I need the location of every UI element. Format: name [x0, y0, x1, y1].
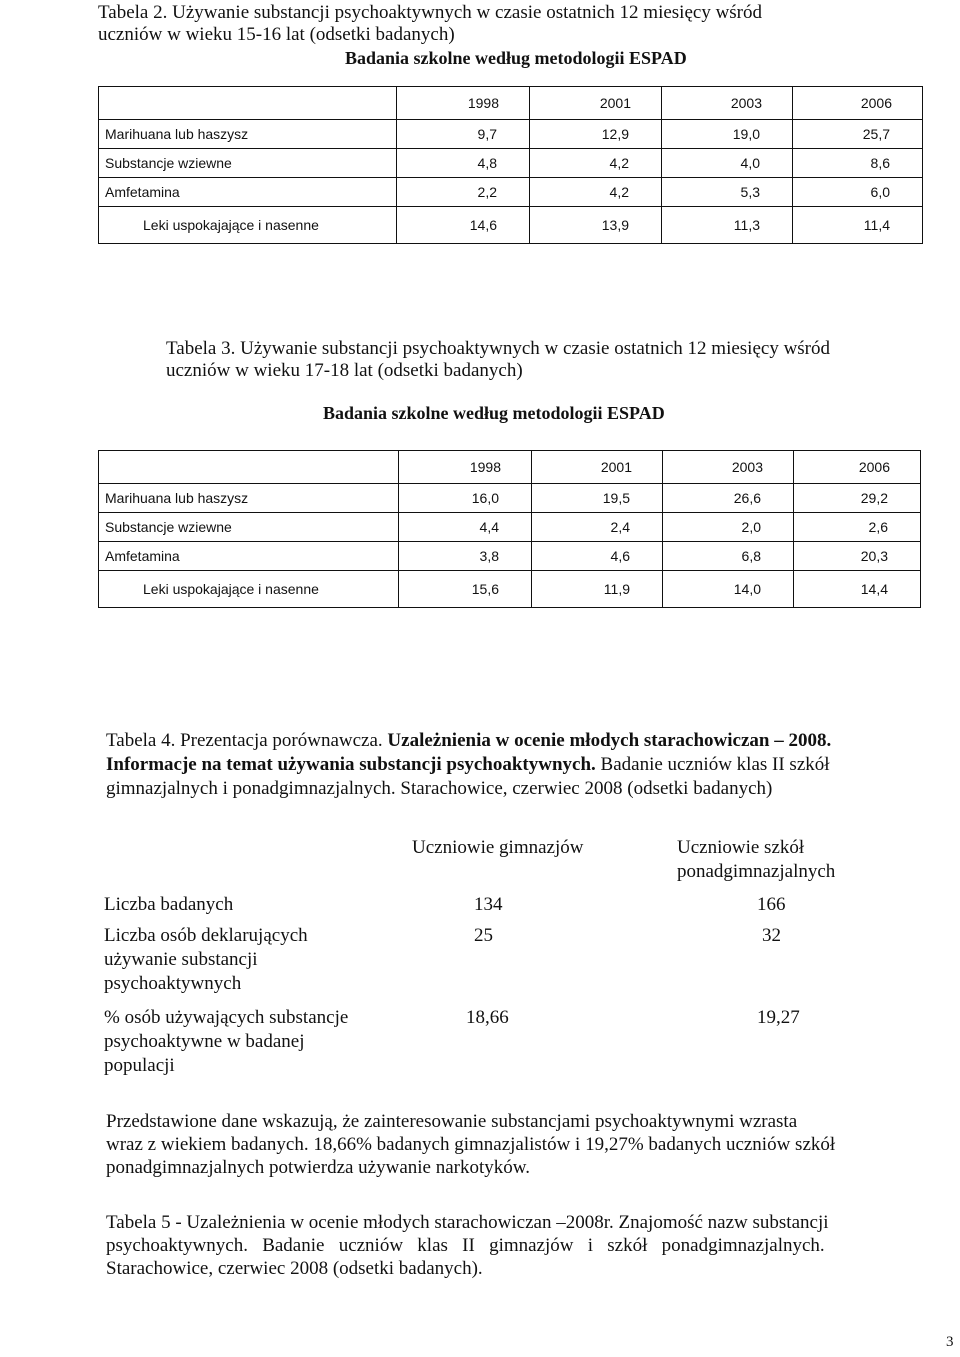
row-label: Marihuana lub haszysz	[99, 120, 397, 149]
table-cell: 26,6	[663, 484, 794, 513]
tabela5-caption-line: Starachowice, czerwiec 2008 (odsetki badanych).	[106, 1258, 483, 1279]
tabela5-caption-line: psychoaktywnych. Badanie uczniów klas II gimnazjów i szkół ponadgimnazjalnych.	[106, 1235, 825, 1256]
tabela4-row-label	[104, 1006, 348, 1078]
table-row	[99, 513, 921, 542]
table-cell: 4,2	[530, 178, 662, 207]
table-cell: 2,2	[397, 178, 530, 207]
year-header: 2006	[794, 451, 921, 484]
row-label: Substancje wziewne	[99, 513, 399, 542]
year-header: 2003	[663, 451, 794, 484]
tabela2-table	[98, 86, 923, 244]
table-cell: 9,7	[397, 120, 530, 149]
tabela3-caption-line1: Tabela 3. Używanie substancji psychoaktywnych w czasie ostatnich 12 miesięcy wśród	[166, 338, 831, 359]
tabela4-caption-normal: Tabela 4. Prezentacja porównawcza.	[106, 730, 388, 751]
tabela4-caption	[106, 729, 956, 801]
table-cell: 5,3	[662, 178, 793, 207]
row-label: Substancje wziewne	[99, 149, 397, 178]
tabela4-row-label	[104, 924, 308, 996]
page-number: 3	[946, 1334, 954, 1350]
table-cell: 19,0	[662, 120, 793, 149]
tabela4-row-label-line: psychoaktywnych	[104, 973, 242, 994]
row-label: Amfetamina	[99, 178, 397, 207]
table-row	[99, 571, 921, 608]
table-header-row	[99, 87, 923, 120]
table-cell: 6,8	[663, 542, 794, 571]
paragraph-line: Przedstawione dane wskazują, że zainteresowanie substancjami psychoaktywnymi wzrasta	[106, 1111, 798, 1132]
table-cell: 14,6	[397, 207, 530, 244]
header-empty-cell	[99, 87, 397, 120]
table-row	[99, 207, 923, 244]
table-cell: 12,9	[530, 120, 662, 149]
tabela4-col1-header: Uczniowie gimnazjów	[412, 837, 584, 858]
table-cell: 25,7	[793, 120, 923, 149]
row-label: Marihuana lub haszysz	[99, 484, 399, 513]
tabela4-caption-bold: Informacje na temat używania substancji psychoaktywnych.	[106, 754, 596, 775]
table-cell: 4,0	[662, 149, 793, 178]
tabela4-col2-header-line2: ponadgimnazjalnych	[677, 861, 836, 882]
row-label: Amfetamina	[99, 542, 399, 571]
tabela2-caption-line2: uczniów w wieku 15-16 lat (odsetki badanych)	[98, 24, 455, 45]
table-cell: 14,4	[794, 571, 921, 608]
year-header: 2001	[532, 451, 663, 484]
tabela5-caption	[106, 1211, 956, 1280]
table-cell: 2,0	[663, 513, 794, 542]
table-row	[99, 178, 923, 207]
table-cell: 8,6	[793, 149, 923, 178]
year-header: 1998	[397, 87, 530, 120]
tabela4-caption-normal: Badanie uczniów klas II szkół	[595, 754, 830, 775]
tabela4-row-label-line: psychoaktywne w badanej	[104, 1031, 305, 1052]
tabela4-col2-header	[677, 836, 835, 884]
paragraph-line: wraz z wiekiem badanych. 18,66% badanych gimnazjalistów i 19,27% badanych uczniów szkół	[106, 1134, 836, 1155]
tabela4-caption-line2	[106, 753, 956, 777]
table-cell: 4,8	[397, 149, 530, 178]
table-cell: 11,3	[662, 207, 793, 244]
summary-paragraph	[106, 1110, 956, 1179]
table-cell: 4,6	[532, 542, 663, 571]
tabela2-subtitle: Badania szkolne według metodologii ESPAD	[345, 48, 687, 68]
tabela2-caption	[98, 2, 762, 46]
paragraph-line: ponadgimnazjalnych potwierdza używanie narkotyków.	[106, 1157, 531, 1178]
table-cell: 19,5	[532, 484, 663, 513]
tabela4-value: 134	[474, 894, 503, 915]
table-cell: 2,6	[794, 513, 921, 542]
year-header: 2006	[793, 87, 923, 120]
table-cell: 15,6	[399, 571, 532, 608]
table-cell: 4,2	[530, 149, 662, 178]
tabela4-value: 19,27	[757, 1007, 800, 1028]
tabela4-caption-line1	[106, 729, 956, 753]
table-cell: 13,9	[530, 207, 662, 244]
tabela4-value: 25	[474, 925, 493, 946]
table-header-row	[99, 451, 921, 484]
year-header: 2003	[662, 87, 793, 120]
year-header: 1998	[399, 451, 532, 484]
tabela4-row-label-line: Liczba osób deklarujących	[104, 925, 308, 946]
table-cell: 3,8	[399, 542, 532, 571]
table-cell: 16,0	[399, 484, 532, 513]
table-row	[99, 149, 923, 178]
tabela4-value: 32	[762, 925, 781, 946]
table-cell: 4,4	[399, 513, 532, 542]
tabela3-caption	[166, 338, 830, 382]
header-empty-cell	[99, 451, 399, 484]
tabela4-row-label-line: populacji	[104, 1055, 175, 1076]
tabela5-caption-line: Tabela 5 - Uzależnienia w ocenie młodych starachowiczan –2008r. Znajomość nazw substancji	[106, 1212, 829, 1233]
tabela3-caption-line2: uczniów w wieku 17-18 lat (odsetki badanych)	[166, 360, 523, 381]
year-header: 2001	[530, 87, 662, 120]
table-row	[99, 484, 921, 513]
tabela2-caption-line1: Tabela 2. Używanie substancji psychoaktywnych w czasie ostatnich 12 miesięcy wśród	[98, 2, 763, 23]
tabela4-caption-line3: gimnazjalnych i ponadgimnazjalnych. Starachowice, czerwiec 2008 (odsetki badanych)	[106, 778, 773, 799]
tabela4-caption-bold: Uzależnienia w ocenie młodych starachowiczan – 2008.	[387, 730, 832, 751]
table-cell: 20,3	[794, 542, 921, 571]
table-cell: 14,0	[663, 571, 794, 608]
table-row	[99, 120, 923, 149]
table-row	[99, 542, 921, 571]
tabela4-value: 18,66	[466, 1007, 509, 1028]
table-cell: 6,0	[793, 178, 923, 207]
table-cell: 11,9	[532, 571, 663, 608]
tabela3-subtitle: Badania szkolne według metodologii ESPAD	[323, 403, 665, 423]
tabela4-row-label-line: używanie substancji	[104, 949, 258, 970]
tabela3-table	[98, 450, 921, 608]
tabela4-value: 166	[757, 894, 786, 915]
table-cell: 11,4	[793, 207, 923, 244]
row-label: Leki uspokajające i nasenne	[99, 571, 399, 608]
tabela4-col2-header-line1: Uczniowie szkół	[677, 837, 805, 858]
tabela4-row-label-line: % osób używających substancje	[104, 1007, 349, 1028]
table-cell: 29,2	[794, 484, 921, 513]
row-label: Leki uspokajające i nasenne	[99, 207, 397, 244]
tabela4-row-label: Liczba badanych	[104, 894, 234, 915]
table-cell: 2,4	[532, 513, 663, 542]
